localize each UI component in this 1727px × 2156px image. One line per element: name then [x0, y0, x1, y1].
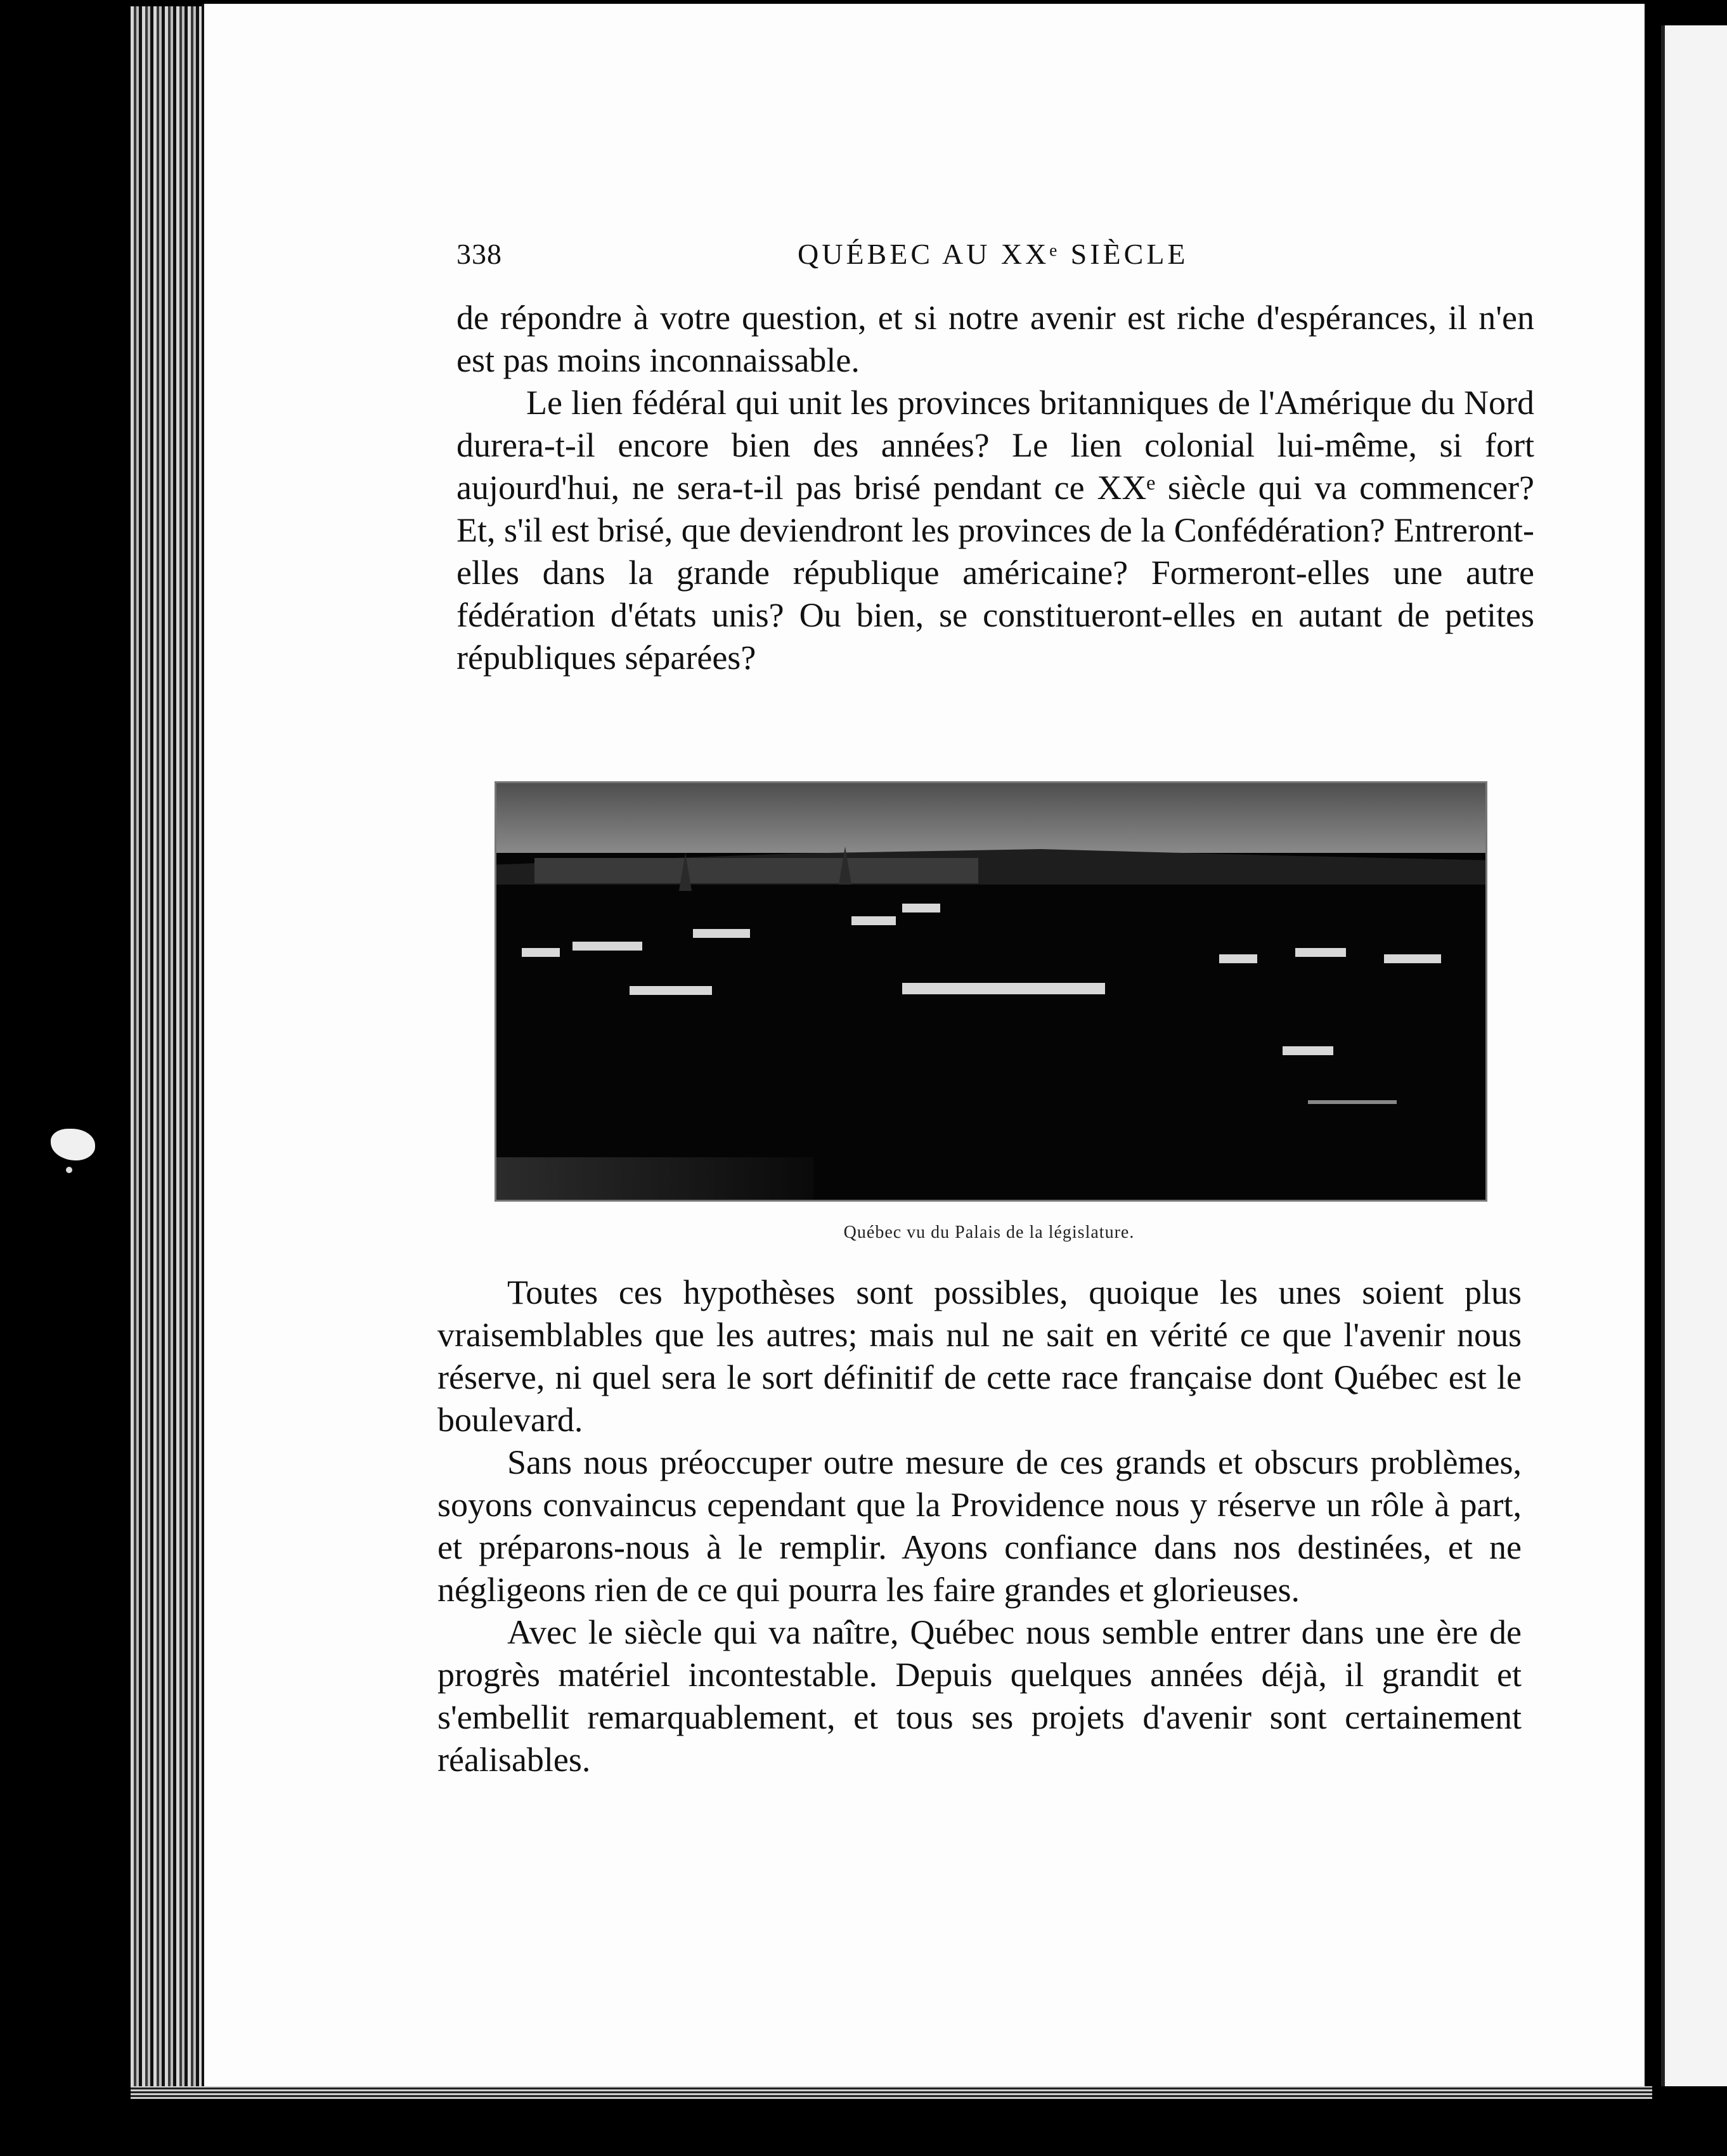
scan-artifact [51, 1129, 95, 1160]
paragraph: de répondre à votre question, et si notre avenir est riche d'espérances, il n'en est pas moins inconnaissable. [456, 299, 1534, 379]
photo-spire [679, 853, 692, 891]
book-page-edges [131, 6, 207, 2093]
photo-spire [839, 847, 851, 885]
scan-artifact-dot [66, 1167, 72, 1173]
photo-roof [572, 942, 642, 951]
paragraph: Sans nous préoccuper outre mesure de ces grands et obscurs problèmes, soyons convaincus cependant que la Providence nous y réserve un rôle à part, et préparons-nous à le remplir. Ayons confiance dans nos destinées, et ne négligeons rien de ce qui pourra les faire grandes et glorieuses. [437, 1443, 1522, 1609]
photo-roof [522, 948, 560, 957]
paragraph: Toutes ces hypothèses sont possibles, quoique les unes soient plus vraisemblables que les autres; mais nul ne sait en vérité ce que l'avenir nous réserve, ni quel sera le sort définitif de cette race française dont Québec est le boulevard. [437, 1273, 1522, 1439]
running-title: QUÉBEC AU XXᵉ SIÈCLE [798, 238, 1189, 270]
photo-sky [496, 783, 1485, 853]
photo-quebec-city [495, 781, 1487, 1202]
paragraph: Le lien fédéral qui unit les provinces britanniques de l'Amérique du Nord durera-t-il encore bien des années? Le lien colonial lui-même, si fort aujourd'hui, ne sera-t-il pas brisé pendant ce XXᵉ siècle qui va commencer? Et, s'il est brisé, que deviendront les provinces de la Confédération? Entreront-elles dans la grande république américaine? Formeront-elles une autre fédération d'états unis? Ou bien, se constitueront-elles en autant de petites républiques séparées? [456, 384, 1534, 677]
photo-roof [902, 904, 940, 912]
photo-roof-row [902, 983, 1105, 994]
photo-roof [1219, 954, 1257, 963]
photo-roof [630, 986, 712, 995]
photo-roof [693, 929, 750, 938]
bottom-text-block [437, 1271, 1522, 1781]
page-header [456, 237, 1534, 282]
paragraph: Avec le siècle qui va naître, Québec nous semble entrer dans une ère de progrès matériel incontestable. Depuis quelques années déjà, il grandit et s'embellit remarquablement, et tous ses projets d'avenir sont certainement réalisables. [437, 1613, 1522, 1779]
photo-haze [496, 1157, 813, 1202]
figure-caption: Québec vu du Palais de la législature. [843, 1223, 1135, 1242]
photo-street [1308, 1100, 1397, 1104]
top-text-block [456, 297, 1534, 679]
photo-roof [1283, 1046, 1333, 1055]
photo-roof [1384, 954, 1441, 963]
photo-roof [851, 916, 896, 925]
photo-roof [1295, 948, 1346, 957]
page-number: 338 [456, 238, 502, 270]
facing-page-edge [1661, 25, 1727, 2086]
book-bottom-edges [131, 2086, 1652, 2099]
photo-city [496, 878, 1485, 1200]
